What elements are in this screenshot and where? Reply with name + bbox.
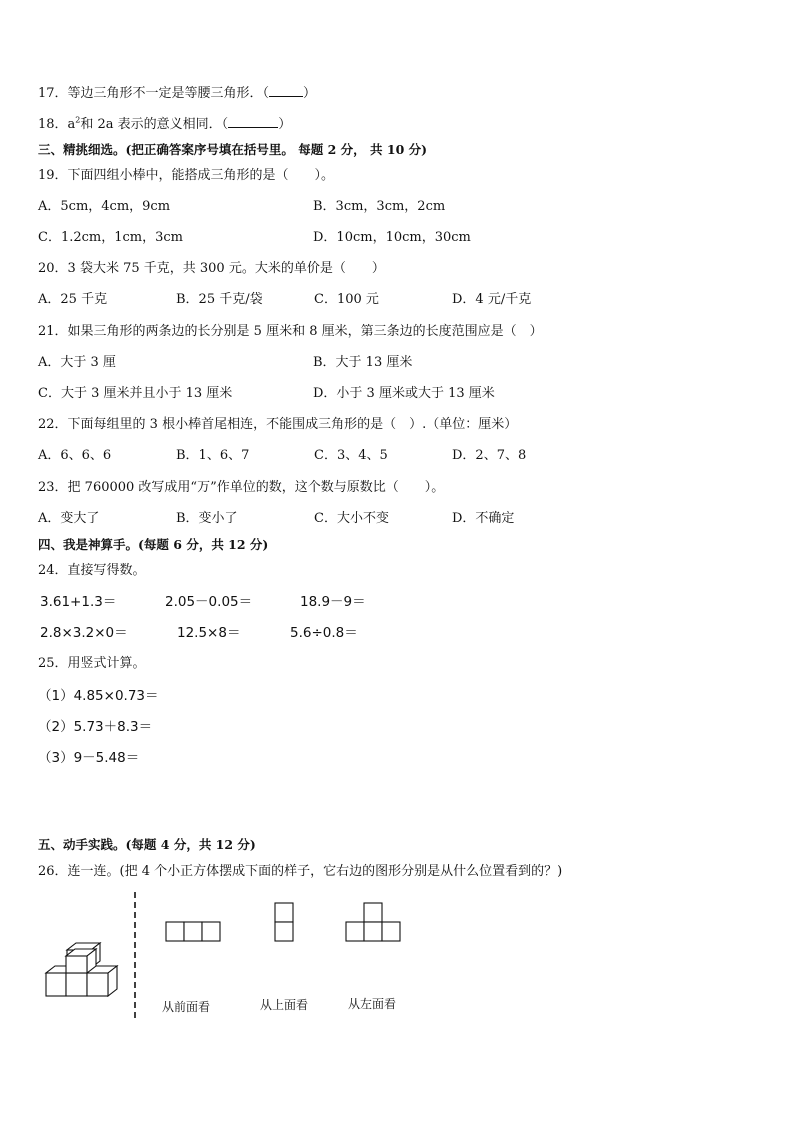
q21-option-a[interactable]: A．大于 3 厘 (38, 355, 116, 370)
q19-option-d[interactable]: D．10cm，10cm，30cm (313, 230, 471, 245)
q23-option-c[interactable]: C．大小不变 (314, 511, 389, 526)
vertical-calc-item: （1）4.85×0.73＝ (38, 688, 159, 704)
vertical-calc-item: （2）5.73＋8.3＝ (38, 719, 153, 735)
question-26-stem: 26．连一连。(把 4 个小正方体摆成下面的样子，它右边的图形分别是从什么位置看到的？) (38, 864, 563, 879)
q21-option-c[interactable]: C．大于 3 厘米并且小于 13 厘米 (38, 386, 233, 401)
calc-item: 2.8×3.2×0＝ (40, 625, 128, 641)
question-17: 17．等边三角形不一定是等腰三角形．（ ） (38, 86, 317, 101)
q23-option-d[interactable]: D．不确定 (452, 511, 515, 526)
calc-item: 5.6÷0.8＝ (290, 625, 358, 641)
front-view-figure (165, 921, 223, 943)
q22-option-b[interactable]: B．1、6、7 (176, 448, 250, 463)
question-19-stem: 19．下面四组小棒中，能搭成三角形的是（ ）。 (38, 168, 335, 183)
question-18: 18．$a^2$和 2a 表示的意义相同．（ ） (38, 115, 292, 132)
q23-option-b[interactable]: B．变小了 (176, 511, 238, 526)
q23-option-a[interactable]: A．变大了 (38, 511, 100, 526)
caption-top-view[interactable]: 从上面看 (260, 998, 309, 1012)
q21-option-b[interactable]: B．大于 13 厘米 (313, 355, 413, 370)
q20-option-b[interactable]: B．25 千克/袋 (176, 292, 263, 307)
answer-blank[interactable] (228, 115, 278, 128)
section-5-heading: 五、动手实践。(每题 4 分，共 12 分) (38, 837, 256, 852)
q19-option-c[interactable]: C．1.2cm，1cm，3cm (38, 230, 183, 245)
q22-option-c[interactable]: C．3、4、5 (314, 448, 388, 463)
q20-option-d[interactable]: D．4 元/千克 (452, 292, 532, 307)
q19-option-b[interactable]: B．3cm，3cm，2cm (313, 199, 446, 214)
cube-stack-figure (44, 940, 126, 1002)
q21-option-d[interactable]: D．小于 3 厘米或大于 13 厘米 (313, 386, 495, 401)
left-view-figure (345, 902, 403, 942)
q19-option-a[interactable]: A．5cm，4cm，9cm (38, 199, 171, 214)
answer-blank[interactable] (269, 84, 303, 97)
question-22-stem: 22．下面每组里的 3 根小棒首尾相连，不能围成三角形的是（ ）.（单位：厘米） (38, 417, 518, 432)
vertical-calc-item: （3）9－5.48＝ (38, 750, 140, 766)
calc-item: 2.05－0.05＝ (165, 594, 253, 610)
q22-option-d[interactable]: D．2、7、8 (452, 448, 527, 463)
section-4-heading: 四、我是神算手。(每题 6 分，共 12 分) (38, 537, 269, 552)
dashed-divider (130, 892, 140, 1022)
question-25-stem: 25．用竖式计算。 (38, 656, 146, 671)
q22-option-a[interactable]: A．6、6、6 (38, 448, 112, 463)
question-21-stem: 21．如果三角形的两条边的长分别是 5 厘米和 8 厘米，第三条边的长度范围应是（ ） (38, 324, 543, 339)
q20-option-c[interactable]: C．100 元 (314, 292, 379, 307)
caption-front-view[interactable]: 从前面看 (162, 1000, 211, 1014)
calc-item: 18.9－9＝ (300, 594, 366, 610)
calc-item: 12.5×8＝ (177, 625, 241, 641)
question-17-text: 17．等边三角形不一定是等腰三角形．（ (38, 86, 270, 101)
question-20-stem: 20．3 袋大米 75 千克，共 300 元。大米的单价是（ ） (38, 261, 385, 276)
caption-left-view[interactable]: 从左面看 (348, 997, 397, 1011)
top-view-figure (274, 902, 296, 942)
question-24-stem: 24．直接写得数。 (38, 563, 146, 578)
section-3-heading: 三、精挑细选。(把正确答案序号填在括号里。 每题 2 分， 共 10 分) (38, 142, 428, 157)
q20-option-a[interactable]: A．25 千克 (38, 292, 108, 307)
calc-item: 3.61+1.3＝ (40, 594, 117, 610)
question-23-stem: 23．把 760000 改写成用“万”作单位的数，这个数与原数比（ ）。 (38, 480, 445, 495)
